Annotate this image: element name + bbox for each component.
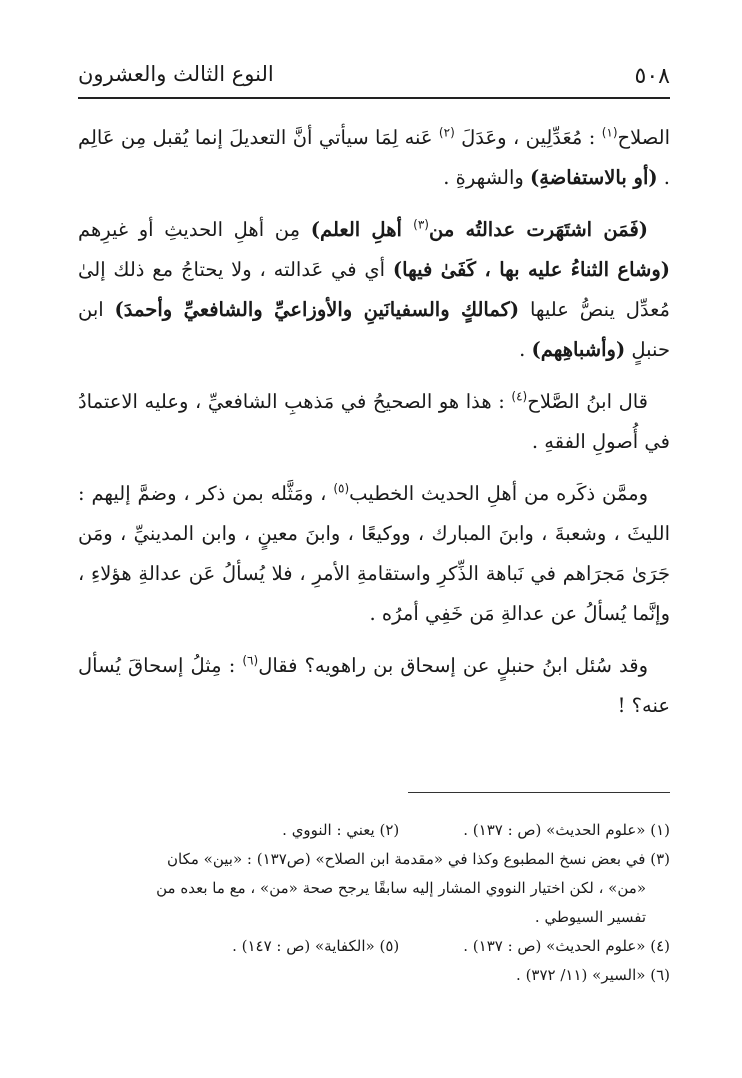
running-head <box>78 60 670 96</box>
footnote-2: (٢) يعني : النووي . <box>282 821 400 839</box>
footnote-row <box>78 932 670 961</box>
matn-text: (كمالكٍ والسفيانَينِ والأوزاعيِّ والشافعيِّ وأحمدَ) <box>114 298 520 321</box>
paragraph-1 <box>78 118 670 198</box>
text: وقد سُئل ابنُ حنبلٍ عن إسحاق بن راهويه؟ فقال <box>258 654 648 677</box>
footnote-ref: (٦) <box>242 653 259 668</box>
text: قال ابنُ الصَّلاح <box>527 390 648 413</box>
footnote-separator <box>408 792 670 793</box>
footnote-ref: (٤) <box>511 389 528 404</box>
footnotes <box>78 816 670 990</box>
text: ابن حنبلٍ <box>78 298 670 361</box>
main-text <box>78 118 670 738</box>
footnote-3-line-2: «من» ، لكن اختيار النووي المشار إليه سابقًا يرجح صحة «من» ، مع ما بعده من <box>156 879 646 897</box>
footnote-5: (٥) «الكفاية» (ص : ١٤٧) . <box>232 937 400 955</box>
header-rule <box>78 97 670 99</box>
footnote-4: (٤) «علوم الحديث» (ص : ١٣٧) . <box>463 937 670 955</box>
text: مِن أهلِ الحديثِ أو غيرِهم <box>78 218 311 241</box>
text: والشهرةِ . <box>443 166 530 189</box>
text: : مُعَدِّلِين ، وعَدَلَ <box>454 126 602 149</box>
matn-text: (وشاع الثناءُ عليه بها ، كَفَىٰ فيها) <box>392 258 670 281</box>
footnote-ref: (١) <box>601 125 618 140</box>
footnote-6: (٦) «السير» (١١/ ٣٧٢) . <box>516 966 670 984</box>
text: ، ومَثَّله بمن ذكر ، وضمَّ إليهم : الليثَ ، وشعبةَ ، وابنَ المبارك ، ووكيعًا ، وابنَ معينٍ ، وابن المدينيِّ ، ومَن جَرَىٰ مَجرَاهم في نَباهة الذِّكرِ واستقامةِ الأمرِ ، فلا يُسألُ عَن عدالةِ هؤلاءِ ، وإنَّما يُسألُ عن عدالةِ مَن خَفِي أمرُه . <box>78 482 670 625</box>
text: عَنه لِمَا سيأتي أنَّ التعديلَ إنما يُقبل مِن عَالِم . <box>78 126 670 189</box>
text: . <box>519 338 532 361</box>
matn-text: (وأشباهِهم) <box>531 338 626 361</box>
footnote-ref: (٥) <box>333 481 350 496</box>
text: الصلاح <box>617 126 671 149</box>
text: أي في عَدالته ، ولا يحتاجُ مع ذلك إلىٰ مُعدِّل ينصُّ عليها <box>78 258 671 321</box>
matn-text: (فَمَن اشتَهَرت عدالتُه من <box>428 218 648 241</box>
footnote-ref: (٣) <box>413 217 429 232</box>
text: وممَّن ذكَره من أهلِ الحديث الخطيب <box>349 482 648 505</box>
page-number: ٥٠٨ <box>634 64 670 89</box>
matn-text: (أو بالاستفاضةِ) <box>529 166 658 189</box>
footnote-1: (١) «علوم الحديث» (ص : ١٣٧) . <box>463 821 670 839</box>
paragraph-3 <box>78 382 670 462</box>
paragraph-4 <box>78 474 670 634</box>
footnote-3-line-3: تفسير السيوطي . <box>534 908 646 926</box>
chapter-title: النوع الثالث والعشرون <box>78 62 274 86</box>
paragraph-2 <box>78 210 670 370</box>
matn-text: أهلِ العلم) <box>310 218 414 241</box>
text: : مِثلُ إسحاقَ يُسأل عنه؟ ! <box>78 654 670 717</box>
footnote-row <box>78 816 670 845</box>
footnote-ref: (٢) <box>438 125 455 140</box>
footnote-3-line-1: (٣) في بعض نسخ المطبوع وكذا في «مقدمة ابن الصلاح» (ص١٣٧) : «بين» مكان <box>166 850 670 868</box>
paragraph-5 <box>78 646 670 726</box>
text: : هذا هو الصحيحُ في مَذهبِ الشافعيِّ ، وعليه الاعتمادُ في أُصولِ الفقهِ . <box>78 390 670 453</box>
